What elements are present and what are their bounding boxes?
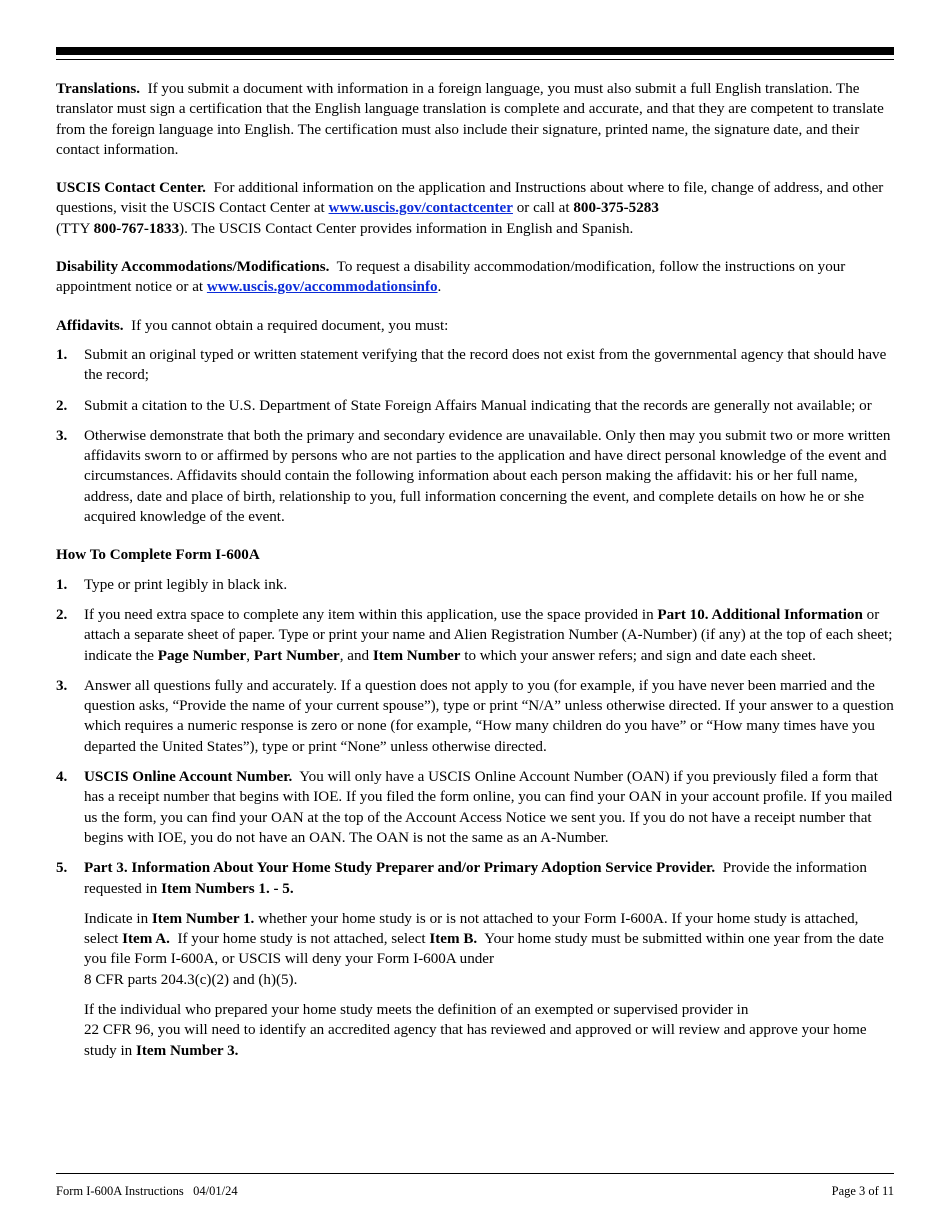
- list-item-text: Answer all questions fully and accurately. If a question does not apply to you (for example, if you have never been married and the question asks, “Provide the name of your current spouse”), type or print “N/A” unless otherwise directed. If your answer to a question which requires a numeric response is zero or none (for example, “How many children do you have” or “How many times have you departed the United States”), type or print “None” unless otherwise directed.: [84, 677, 894, 755]
- disability-heading: Disability Accommodations/Modifications.: [56, 259, 330, 276]
- list-number: 1.: [56, 576, 68, 593]
- footer-page-number: Page 3 of 11: [831, 1184, 894, 1198]
- contact-center-phone: 800-375-5283: [573, 200, 659, 217]
- footer-rule: [56, 1173, 894, 1174]
- item5-p2-item-b: Item B.: [429, 931, 478, 948]
- translations-heading: Translations.: [56, 81, 141, 97]
- contact-center-heading: USCIS Contact Center.: [56, 180, 206, 197]
- accommodations-link[interactable]: www.uscis.gov/accommodationsinfo: [206, 279, 438, 296]
- header-rule-thin: [56, 59, 894, 60]
- item5-paragraph-2: [84, 909, 894, 990]
- item5-paragraph-1: [84, 858, 894, 899]
- item5-p3-item-number-3: Item Number 3.: [136, 1042, 239, 1059]
- item5-p3-text-2: 22 CFR 96, you will need to identify an accredited agency that has reviewed and approved or will review and approve your home study in: [84, 1022, 867, 1059]
- item2-text-1: If you need extra space to complete any item within this application, use the space provided in: [84, 606, 654, 623]
- contact-center-text-3: (TTY: [56, 220, 90, 237]
- footer-form-info: Form I-600A Instructions 04/01/24: [56, 1184, 238, 1198]
- list-number: 2.: [56, 606, 68, 623]
- item5-p2-item-number-1: Item Number 1.: [151, 910, 255, 927]
- list-number: 3.: [56, 677, 68, 694]
- contact-center-text-1: For additional information on the application and Instructions about where to file, change of address, and other questions, visit the USCIS Contact Center at: [56, 180, 884, 217]
- translations-text: If you submit a document with information in a foreign language, you must also submit a full English translation. The translator must sign a certification that the English language translation is complete and accurate, and that they are competent to translate from the foreign language into English. The certification must also include their signature, printed name, the signature date, and their contact information.: [56, 81, 884, 158]
- contact-center-link[interactable]: www.uscis.gov/contactcenter: [328, 200, 513, 217]
- affidavits-item-3: [56, 426, 894, 527]
- contact-center-text-2: or call at: [516, 200, 570, 217]
- disability-paragraph: [56, 257, 894, 298]
- how-to-heading: How To Complete Form I-600A: [56, 547, 260, 564]
- affidavits-heading: Affidavits.: [56, 317, 124, 334]
- list-item-text: You will only have a USCIS Online Account Number (OAN) if you previously filed a form that has a receipt number that begins with IOE. If you filed the form online, you can find your OAN in your account profile. If you mailed us the form, you can find your OAN at the top of the Account Access Notice we sent you. If you do not have a receipt number that begins with IOE, you do not have an OAN. The OAN is not the same as an A-Number.: [84, 769, 893, 846]
- disability-end: .: [437, 279, 442, 296]
- item5-paragraph-3: [84, 1000, 894, 1061]
- affidavits-paragraph: [56, 316, 894, 336]
- item2-text-3: ,: [246, 647, 251, 664]
- item2-part-number: Part Number: [253, 647, 340, 664]
- how-to-item-5: [56, 858, 894, 1061]
- list-number: 3.: [56, 427, 68, 444]
- list-number: 5.: [56, 860, 68, 877]
- item2-text-5: to which your answer refers; and sign and date each sheet.: [464, 647, 816, 664]
- how-to-item-1: [56, 575, 894, 595]
- list-item-text: Type or print legibly in black ink.: [84, 576, 288, 593]
- list-number: 1.: [56, 346, 68, 363]
- list-item-text: Otherwise demonstrate that both the primary and secondary evidence are unavailable. Only then may you submit two or more written affidavits sworn to or affirmed by persons who are not parties to the application and have direct personal knowledge of the event and circumstances. Affidavits should contain the following information about each person making the affidavit: his or her full name, address, date and place of birth, relationship to you, full information concerning the event, and complete details on how he or she acquired knowledge of the event.: [84, 427, 891, 526]
- header-rule-thick: [56, 47, 894, 55]
- item5-item-numbers: Item Numbers 1. - 5.: [161, 880, 294, 897]
- oan-heading: USCIS Online Account Number.: [84, 769, 293, 786]
- item2-item-number: Item Number: [372, 647, 461, 664]
- contact-center-tty: 800-767-1833: [93, 220, 180, 237]
- disability-text: To request a disability accommodation/modification, follow the instructions on your appointment notice or at: [56, 259, 846, 296]
- how-to-item-4: [56, 767, 894, 848]
- item5-p3-text-1: If the individual who prepared your home study meets the definition of an exempted or supervised provider in: [84, 1001, 749, 1018]
- item2-part10: Part 10. Additional Information: [657, 606, 863, 623]
- item5-heading: Part 3. Information About Your Home Study Preparer and/or Primary Adoption Service Provider.: [84, 860, 716, 877]
- how-to-item-3: [56, 676, 894, 757]
- item2-text-4: , and: [339, 647, 370, 664]
- item5-p2-item-a: Item A.: [122, 931, 170, 948]
- list-number: 4.: [56, 769, 68, 786]
- list-number: 2.: [56, 397, 68, 414]
- affidavits-item-1: [56, 345, 894, 386]
- contact-center-paragraph: [56, 178, 894, 239]
- item2-text-2: or attach a separate sheet of paper. Type or print your name and Alien Registration Number (A-Number) (if any) at the top of each sheet; indicate the: [84, 606, 893, 664]
- item5-p2-text-5: 8 CFR parts 204.3(c)(2) and (h)(5).: [84, 971, 298, 988]
- item5-p2-text-3: If your home study is not attached, select: [177, 931, 426, 948]
- affidavits-intro: If you cannot obtain a required document, you must:: [131, 317, 449, 334]
- how-to-heading-paragraph: [56, 545, 894, 565]
- list-item-text: Submit a citation to the U.S. Department of State Foreign Affairs Manual indicating that the records are generally not available; or: [84, 397, 872, 414]
- item5-p2-text-1: Indicate in: [84, 910, 149, 927]
- item5-text-1: Provide the information requested in: [84, 860, 867, 897]
- item5-p2-text-4: Your home study must be submitted within one year from the date you file Form I-600A, or USCIS will deny your Form I-600A under: [84, 931, 884, 968]
- item2-page-number: Page Number: [157, 647, 247, 664]
- how-to-item-2: [56, 605, 894, 666]
- item5-p2-text-2: whether your home study is or is not attached to your Form I-600A. If your home study is attached, select: [84, 910, 859, 948]
- translations-paragraph: [56, 79, 894, 160]
- contact-center-text-4: ). The USCIS Contact Center provides information in English and Spanish.: [179, 220, 634, 237]
- page-content: [56, 79, 894, 1071]
- list-item-text: Submit an original typed or written statement verifying that the record does not exist from the governmental agency that should have the record;: [84, 346, 887, 384]
- affidavits-item-2: [56, 396, 894, 416]
